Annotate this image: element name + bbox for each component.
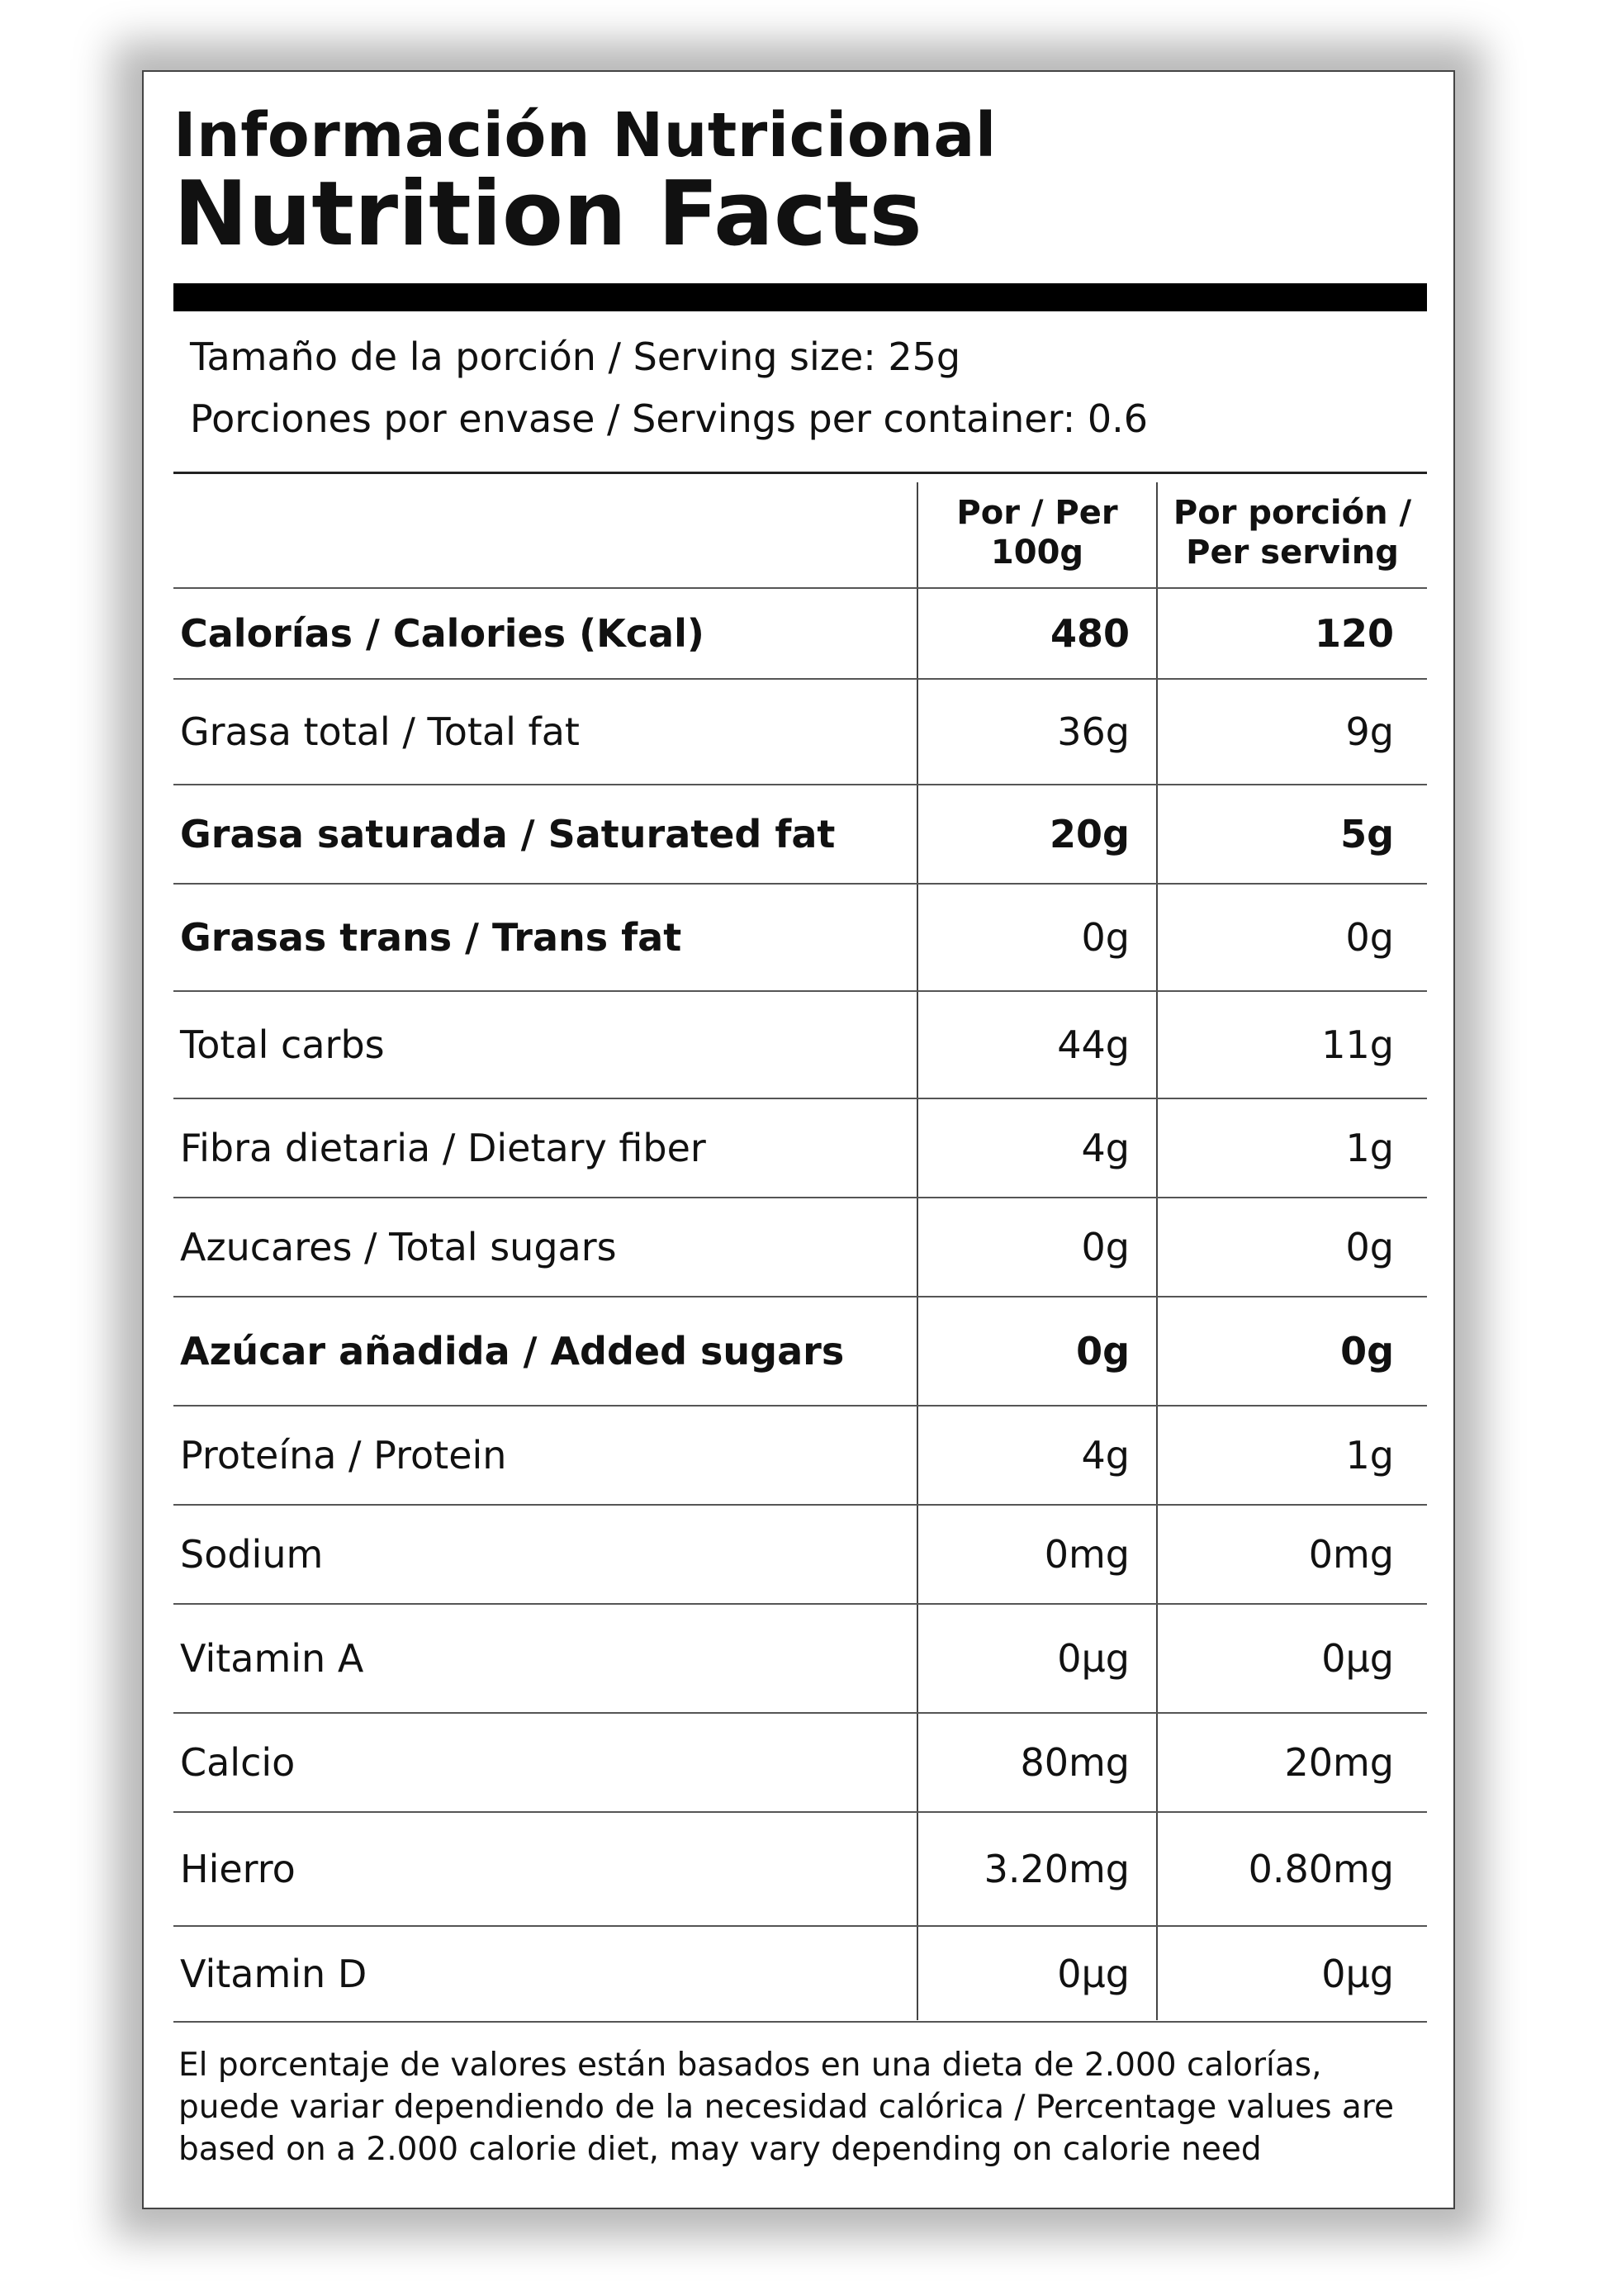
value-per100g: 3.20mg <box>984 1847 1130 1891</box>
value-per100g: 44g <box>1057 1022 1130 1067</box>
table-row-dietary-fiber <box>173 1099 1427 1197</box>
footnote: El porcentaje de valores están basados en una dieta de 2.000 calorías, puede variar dependiendo de la necesidad calórica / Percentage values are based on a 2.000 calorie diet, may vary depending on calorie need <box>178 2047 1395 2168</box>
table-row-total-fat <box>173 680 1427 784</box>
nutrient-name: Fibra dietaria / Dietary fiber <box>180 1126 706 1170</box>
column-header-per-serving <box>1158 493 1427 572</box>
nutrient-name: Grasa saturada / Saturated fat <box>180 812 836 856</box>
value-per100g: 4g <box>1081 1433 1130 1478</box>
column-header-per100g-line1: Por / Per <box>956 494 1118 532</box>
table-row-total-carbs <box>173 992 1427 1098</box>
value-per100g: 4g <box>1081 1126 1130 1170</box>
column-header-per-serving-line2: Per serving <box>1186 534 1399 572</box>
value-per-serving: 1g <box>1345 1433 1394 1478</box>
value-per-serving: 0g <box>1345 1225 1394 1269</box>
column-header-per100g <box>918 493 1156 572</box>
serving-size: Tamaño de la porción / Serving size: 25g <box>190 334 961 379</box>
nutrient-name: Azúcar añadida / Added sugars <box>180 1329 845 1373</box>
value-per100g: 20g <box>1050 812 1130 856</box>
nutrient-name: Azucares / Total sugars <box>180 1225 617 1269</box>
nutrient-name: Grasa total / Total fat <box>180 709 580 754</box>
value-per-serving: 0.80mg <box>1248 1847 1394 1891</box>
nutrient-name: Total carbs <box>180 1022 385 1067</box>
table-row-protein <box>173 1407 1427 1504</box>
column-header-per-serving-line1: Por porción / <box>1173 494 1412 532</box>
table-top-rule <box>173 472 1427 474</box>
table-row-sodium <box>173 1506 1427 1603</box>
table-row-calcium <box>173 1714 1427 1811</box>
value-per-serving: 120 <box>1314 611 1394 656</box>
nutrient-name: Calorías / Calories (Kcal) <box>180 611 704 656</box>
nutrient-name: Vitamin A <box>180 1636 364 1681</box>
nutrient-name: Calcio <box>180 1740 296 1785</box>
nutrient-name: Proteína / Protein <box>180 1433 507 1478</box>
title-spanish: Información Nutricional <box>173 100 997 171</box>
nutrient-name: Grasas trans / Trans fat <box>180 915 682 960</box>
value-per-serving: 1g <box>1345 1126 1394 1170</box>
value-per100g: 0g <box>1081 915 1130 960</box>
table-row-total-sugars <box>173 1198 1427 1296</box>
table-row-vitamin-d <box>173 1927 1427 2021</box>
value-per100g: 0mg <box>1044 1532 1130 1577</box>
value-per-serving: 0g <box>1345 915 1394 960</box>
table-row-vitamin-a <box>173 1605 1427 1712</box>
value-per100g: 80mg <box>1020 1740 1130 1785</box>
value-per-serving: 0g <box>1340 1329 1394 1373</box>
value-per100g: 0g <box>1076 1329 1130 1373</box>
table-row-trans-fat <box>173 885 1427 990</box>
header-divider-bar <box>173 283 1427 311</box>
value-per-serving: 20mg <box>1284 1740 1394 1785</box>
value-per-serving: 5g <box>1340 812 1394 856</box>
row-divider <box>173 2021 1427 2023</box>
value-per100g: 0μg <box>1057 1636 1130 1681</box>
column-header-per100g-line2: 100g <box>990 534 1084 572</box>
table-row-added-sugars <box>173 1297 1427 1405</box>
table-row-iron <box>173 1813 1427 1925</box>
title-english: Nutrition Facts <box>173 163 922 266</box>
value-per100g: 480 <box>1050 611 1130 656</box>
table-row-calories <box>173 589 1427 678</box>
nutrient-name: Hierro <box>180 1847 296 1891</box>
value-per100g: 0μg <box>1057 1952 1130 1996</box>
value-per-serving: 11g <box>1321 1022 1394 1067</box>
value-per100g: 0g <box>1081 1225 1130 1269</box>
value-per-serving: 9g <box>1345 709 1394 754</box>
table-row-saturated-fat <box>173 785 1427 883</box>
servings-per-container: Porciones por envase / Servings per container: 0.6 <box>190 396 1148 441</box>
value-per-serving: 0μg <box>1321 1636 1394 1681</box>
nutrient-name: Sodium <box>180 1532 324 1577</box>
value-per-serving: 0mg <box>1308 1532 1394 1577</box>
nutrition-label <box>142 70 1455 2209</box>
nutrient-name: Vitamin D <box>180 1952 367 1996</box>
value-per-serving: 0μg <box>1321 1952 1394 1996</box>
value-per100g: 36g <box>1057 709 1130 754</box>
